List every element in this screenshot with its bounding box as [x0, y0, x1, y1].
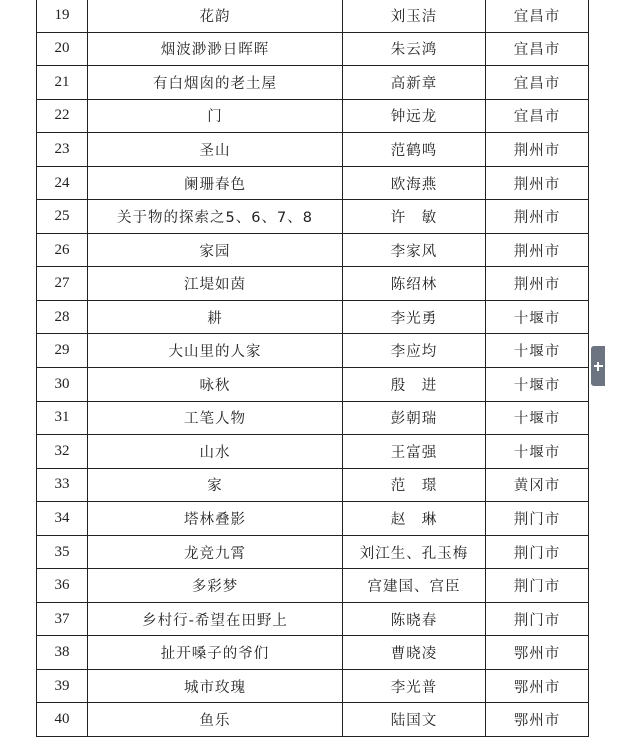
- table-row: [37, 166, 589, 200]
- artist-name: 曹晓凌: [343, 636, 486, 670]
- city-name: 宜昌市: [486, 66, 589, 100]
- artist-name: 赵 琳: [343, 502, 486, 536]
- table-row: [37, 66, 589, 100]
- row-number: 26: [37, 233, 88, 267]
- table-row: [37, 401, 589, 435]
- table-row: [37, 334, 589, 368]
- row-number: 30: [37, 368, 88, 402]
- artist-name: 李光勇: [343, 300, 486, 334]
- artwork-title: 家园: [88, 233, 343, 267]
- artist-name: 殷 进: [343, 368, 486, 402]
- plus-icon: [594, 362, 603, 371]
- city-name: 荆州市: [486, 200, 589, 234]
- artwork-title: 鱼乐: [88, 703, 343, 737]
- table-row: [37, 669, 589, 703]
- row-number: 28: [37, 300, 88, 334]
- row-number: 35: [37, 535, 88, 569]
- artwork-title: 塔林叠影: [88, 502, 343, 536]
- city-name: 荆州市: [486, 267, 589, 301]
- row-number: 32: [37, 435, 88, 469]
- artwork-title: 扯开嗓子的爷们: [88, 636, 343, 670]
- artwork-title: 花韵: [88, 0, 343, 32]
- artist-name: 钟远龙: [343, 99, 486, 133]
- artwork-title: 大山里的人家: [88, 334, 343, 368]
- row-number: 22: [37, 99, 88, 133]
- city-name: 鄂州市: [486, 703, 589, 737]
- row-number: 27: [37, 267, 88, 301]
- artwork-title: 耕: [88, 300, 343, 334]
- artwork-title: 工笔人物: [88, 401, 343, 435]
- city-name: 荆州市: [486, 166, 589, 200]
- artwork-list-table: [36, 0, 589, 737]
- table-row: [37, 368, 589, 402]
- table-row: [37, 435, 589, 469]
- artist-name: 李家风: [343, 233, 486, 267]
- row-number: 39: [37, 669, 88, 703]
- table-row: [37, 267, 589, 301]
- artwork-title: 关于物的探索之5、6、7、8: [88, 200, 343, 234]
- table-row: [37, 468, 589, 502]
- city-name: 黄冈市: [486, 468, 589, 502]
- artwork-title: 咏秋: [88, 368, 343, 402]
- row-number: 36: [37, 569, 88, 603]
- city-name: 十堰市: [486, 401, 589, 435]
- artwork-title: 多彩梦: [88, 569, 343, 603]
- city-name: 宜昌市: [486, 0, 589, 32]
- artist-name: 李光普: [343, 669, 486, 703]
- table-row: [37, 535, 589, 569]
- table-row: [37, 703, 589, 737]
- artist-name: 陈绍林: [343, 267, 486, 301]
- artwork-title: 城市玫瑰: [88, 669, 343, 703]
- city-name: 荆门市: [486, 535, 589, 569]
- row-number: 29: [37, 334, 88, 368]
- table-row: [37, 569, 589, 603]
- city-name: 十堰市: [486, 435, 589, 469]
- artwork-title: 阑珊春色: [88, 166, 343, 200]
- artist-name: 刘玉洁: [343, 0, 486, 32]
- artist-name: 彭朝瑞: [343, 401, 486, 435]
- artist-name: 王富强: [343, 435, 486, 469]
- artwork-title: 家: [88, 468, 343, 502]
- artist-name: 朱云鸿: [343, 32, 486, 66]
- table-row: [37, 99, 589, 133]
- artist-name: 范鹤鸣: [343, 133, 486, 167]
- city-name: 荆门市: [486, 569, 589, 603]
- table-row: [37, 300, 589, 334]
- city-name: 宜昌市: [486, 99, 589, 133]
- row-number: 23: [37, 133, 88, 167]
- table-row: [37, 233, 589, 267]
- artwork-title: 烟波渺渺日晖晖: [88, 32, 343, 66]
- artwork-title: 门: [88, 99, 343, 133]
- artist-name: 陆国文: [343, 703, 486, 737]
- city-name: 荆州市: [486, 233, 589, 267]
- artwork-title: 乡村行-希望在田野上: [88, 602, 343, 636]
- artist-name: 刘江生、孔玉梅: [343, 535, 486, 569]
- row-number: 37: [37, 602, 88, 636]
- table-row: [37, 602, 589, 636]
- artwork-title: 山水: [88, 435, 343, 469]
- row-number: 40: [37, 703, 88, 737]
- artist-name: 欧海燕: [343, 166, 486, 200]
- row-number: 21: [37, 66, 88, 100]
- table-row: [37, 502, 589, 536]
- artwork-title: 有白烟囱的老土屋: [88, 66, 343, 100]
- row-number: 33: [37, 468, 88, 502]
- city-name: 宜昌市: [486, 32, 589, 66]
- row-number: 38: [37, 636, 88, 670]
- city-name: 鄂州市: [486, 669, 589, 703]
- city-name: 荆州市: [486, 133, 589, 167]
- artist-name: 许 敏: [343, 200, 486, 234]
- row-number: 25: [37, 200, 88, 234]
- artist-name: 李应均: [343, 334, 486, 368]
- row-number: 31: [37, 401, 88, 435]
- artwork-title: 龙竞九霄: [88, 535, 343, 569]
- row-number: 34: [37, 502, 88, 536]
- table-row: [37, 200, 589, 234]
- table-body: [37, 0, 589, 737]
- artist-name: 陈晓春: [343, 602, 486, 636]
- artwork-title: 江堤如茵: [88, 267, 343, 301]
- row-number: 20: [37, 32, 88, 66]
- row-number: 19: [37, 0, 88, 32]
- artist-name: 范 璟: [343, 468, 486, 502]
- city-name: 十堰市: [486, 334, 589, 368]
- city-name: 十堰市: [486, 368, 589, 402]
- table-row: [37, 636, 589, 670]
- artist-name: 高新章: [343, 66, 486, 100]
- table-row: [37, 133, 589, 167]
- artwork-title: 圣山: [88, 133, 343, 167]
- artist-name: 宫建国、宫臣: [343, 569, 486, 603]
- city-name: 十堰市: [486, 300, 589, 334]
- expand-panel-button[interactable]: [591, 346, 605, 386]
- city-name: 荆门市: [486, 602, 589, 636]
- row-number: 24: [37, 166, 88, 200]
- city-name: 荆门市: [486, 502, 589, 536]
- city-name: 鄂州市: [486, 636, 589, 670]
- table-row: [37, 32, 589, 66]
- table-row: [37, 0, 589, 32]
